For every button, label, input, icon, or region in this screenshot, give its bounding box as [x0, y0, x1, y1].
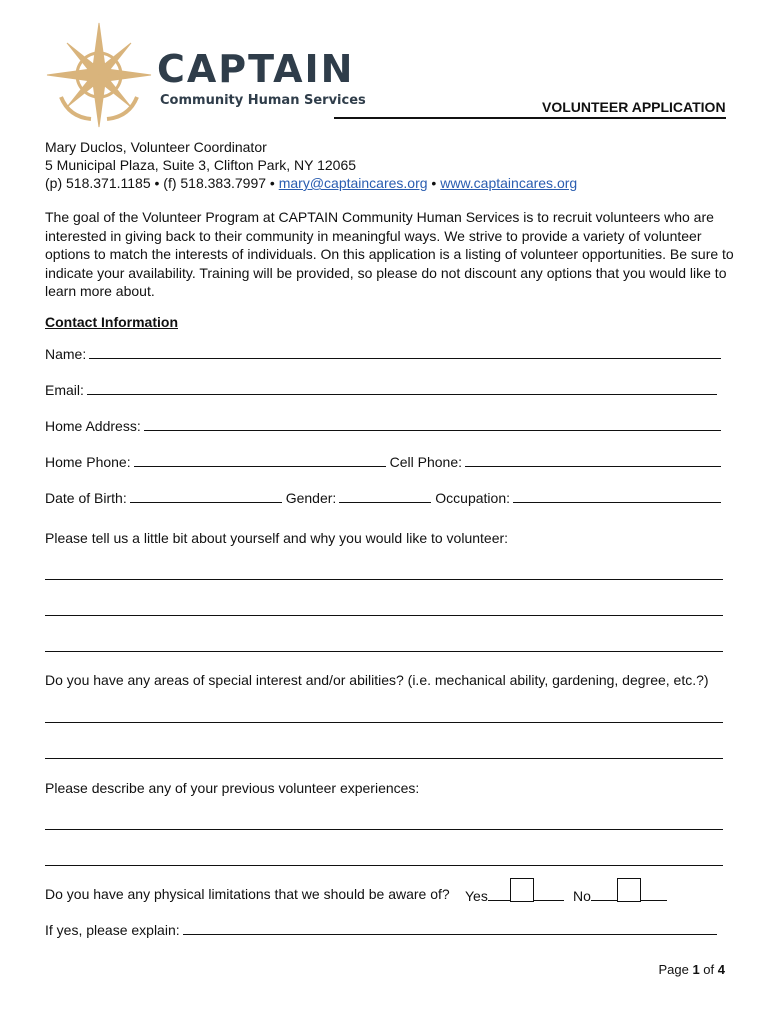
home-address-row: [45, 418, 725, 434]
home-phone-field[interactable]: [134, 454, 386, 467]
no-checkbox[interactable]: [617, 878, 641, 902]
answer-line[interactable]: [45, 615, 723, 616]
dob-field[interactable]: [130, 490, 282, 503]
yes-underline: [534, 888, 564, 901]
separator: •: [427, 175, 441, 191]
intro-paragraph: The goal of the Volunteer Program at CAPTAIN Community Human Services is to recruit volunteers who are interested in giving back to their community in meaningful ways. We strive to provide a variety of volunteer options to match the interests of individuals. On this application is a listing of volunteer opportunities. Be sure to indicate your availability. Training will be provided, so please do not discount any options that you would like to learn more about.: [45, 209, 734, 299]
answer-line[interactable]: [45, 758, 723, 759]
page-number: [658, 962, 725, 977]
no-underline: [591, 888, 617, 901]
page-current: 1: [692, 962, 700, 977]
question-about: Please tell us a little bit about yourself and why you would like to volunteer:: [45, 530, 509, 546]
email-row: [45, 382, 721, 398]
cell-phone-field[interactable]: [465, 454, 721, 467]
explain-label: If yes, please explain:: [45, 922, 180, 938]
name-label: Name:: [45, 346, 87, 362]
answer-line[interactable]: [45, 865, 723, 866]
answer-line[interactable]: [45, 651, 723, 652]
phone-row: [45, 454, 725, 470]
page-of: of: [699, 962, 718, 977]
brand-subtitle: Community Human Services: [160, 93, 366, 108]
yes-label: Yes: [465, 888, 488, 904]
title-rule: [334, 117, 726, 119]
dob-label: Date of Birth:: [45, 490, 127, 506]
page-prefix: Page: [658, 962, 693, 977]
no-option: [573, 878, 667, 904]
occupation-field[interactable]: [513, 490, 721, 503]
name-field[interactable]: [89, 346, 721, 359]
yes-checkbox[interactable]: [510, 878, 534, 902]
question-limitations: Do you have any physical limitations that we should be aware of?: [45, 886, 450, 902]
home-address-label: Home Address:: [45, 418, 141, 434]
no-label: No: [573, 888, 591, 904]
occupation-label: Occupation:: [435, 490, 511, 506]
answer-line[interactable]: [45, 579, 723, 580]
explain-row: [45, 922, 721, 938]
coordinator-line: Mary Duclos, Volunteer Coordinator: [45, 139, 267, 155]
document-title: VOLUNTEER APPLICATION: [542, 99, 726, 115]
yes-option: [465, 878, 564, 904]
dob-row: [45, 490, 725, 506]
answer-line[interactable]: [45, 722, 723, 723]
compass-icon: [47, 23, 151, 127]
email-link[interactable]: mary@captaincares.org: [278, 175, 428, 191]
gender-field[interactable]: [339, 490, 431, 503]
yes-underline: [488, 888, 510, 901]
question-experience: Please describe any of your previous volunteer experiences:: [45, 780, 420, 796]
section-title-contact: Contact Information: [45, 314, 178, 330]
gender-label: Gender:: [285, 490, 337, 506]
no-underline: [641, 888, 667, 901]
answer-line[interactable]: [45, 829, 723, 830]
cell-phone-label: Cell Phone:: [389, 454, 462, 470]
page-total: 4: [717, 962, 725, 977]
address-line: 5 Municipal Plaza, Suite 3, Clifton Park, NY 12065: [45, 157, 357, 173]
email-field[interactable]: [87, 382, 717, 395]
explain-field[interactable]: [183, 922, 717, 935]
name-row: [45, 346, 725, 362]
phone-text: (p) 518.371.1185 • (f) 518.383.7997 •: [45, 175, 279, 191]
website-link[interactable]: www.captaincares.org: [440, 175, 578, 191]
email-label: Email:: [45, 382, 84, 398]
brand-name: CAPTAIN: [157, 47, 355, 91]
home-phone-label: Home Phone:: [45, 454, 131, 470]
phone-line: [45, 174, 577, 192]
home-address-field[interactable]: [144, 418, 721, 431]
question-interests: Do you have any areas of special interest and/or abilities? (i.e. mechanical ability, gardening, degree, etc.?): [45, 672, 709, 688]
